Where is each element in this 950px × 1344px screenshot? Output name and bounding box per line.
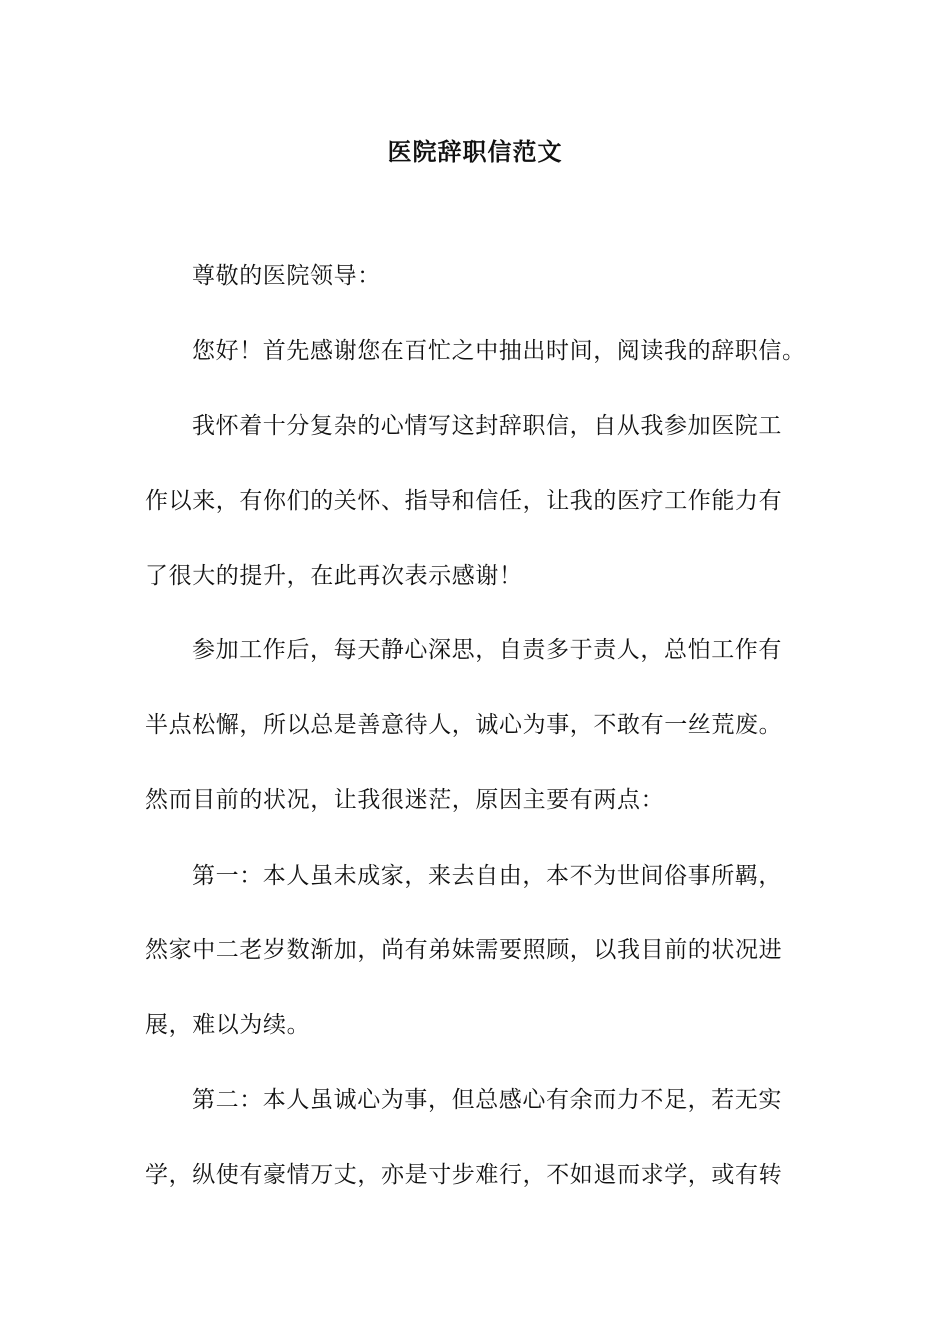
paragraph-line: 半点松懈，所以总是善意待人，诚心为事，不敢有一丝荒废。 bbox=[145, 712, 783, 738]
paragraph-line: 展，难以为续。 bbox=[145, 1012, 311, 1038]
salutation-line: 尊敬的医院领导： bbox=[192, 263, 381, 289]
paragraph-line: 我怀着十分复杂的心情写这封辞职信，自从我参加医院工 bbox=[192, 413, 782, 439]
paragraph-line: 学，纵使有豪情万丈，亦是寸步难行，不如退而求学，或有转 bbox=[145, 1162, 783, 1188]
paragraph-line: 了很大的提升，在此再次表示感谢！ bbox=[145, 563, 523, 589]
paragraph-line: 您好！首先感谢您在百忙之中抽出时间，阅读我的辞职信。 bbox=[192, 338, 806, 364]
paragraph-line: 然家中二老岁数渐加，尚有弟妹需要照顾，以我目前的状况进 bbox=[145, 937, 783, 963]
paragraph-line: 然而目前的状况，让我很迷茫，原因主要有两点： bbox=[145, 787, 665, 813]
paragraph-line: 作以来，有你们的关怀、指导和信任，让我的医疗工作能力有 bbox=[145, 488, 783, 514]
paragraph-line: 第二：本人虽诚心为事，但总感心有余而力不足，若无实 bbox=[192, 1087, 782, 1113]
document-title: 医院辞职信范文 bbox=[387, 137, 563, 166]
paragraph-line: 第一：本人虽未成家，来去自由，本不为世间俗事所羁， bbox=[192, 863, 782, 889]
paragraph-line: 参加工作后，每天静心深思，自责多于责人，总怕工作有 bbox=[192, 637, 782, 663]
